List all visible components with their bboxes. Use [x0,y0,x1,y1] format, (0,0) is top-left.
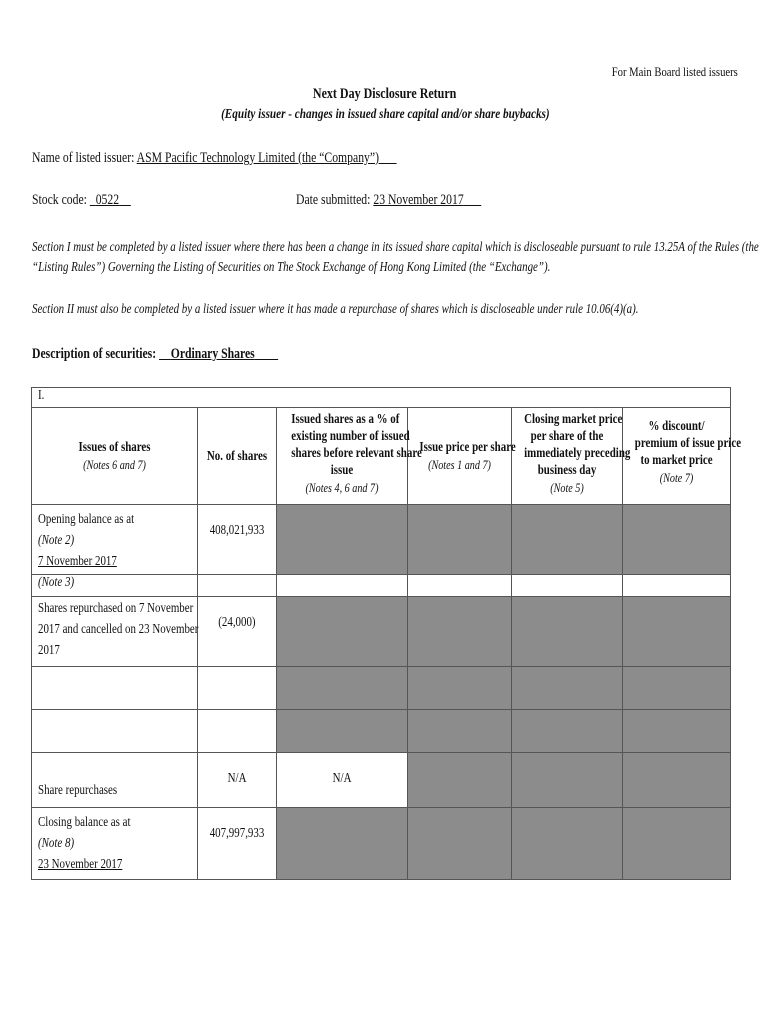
securities-description [32,346,348,363]
date-submitted-line [296,192,533,209]
empty-cell [198,710,277,753]
issuer-label: Name of listed issuer: [32,150,135,166]
shares-repurchased-count: (24,000) [198,597,277,667]
share-repurchases-label: Share repurchases [32,753,198,808]
date-value: 23 November 2017 [373,192,464,208]
document-title: Next Day Disclosure Return [313,86,457,102]
shaded-cell [512,667,623,710]
issuer-value: ASM Pacific Technology Limited (the “Company”) [136,150,379,166]
main-board-note: For Main Board listed issuers [611,64,738,79]
document-subtitle: (Equity issuer - changes in issued share capital and/or share buybacks) [220,107,550,122]
closing-balance-label: Closing balance as at (Note 8) 23 November 2017 [32,808,198,880]
shaded-cell [408,710,512,753]
header-issued-pct: Issued shares as a % of existing number of issued shares before relevant share issue (Notes 4, 6 and 7) [277,408,408,505]
header-no-of-shares: No. of shares [198,408,277,505]
blank-row [32,710,731,753]
empty-cell [32,710,198,753]
empty-cell [623,575,731,597]
share-repurchases-row [32,753,731,808]
date-label: Date submitted: [296,192,371,208]
share-repurchases-pct: N/A [277,753,408,808]
shares-repurchased-row [32,597,731,667]
issuer-name-line [32,150,499,167]
closing-balance-shares: 407,997,933 [198,808,277,880]
stock-code-line [32,192,159,209]
empty-cell [32,667,198,710]
section-one-instructions: Section I must be completed by a listed issuer where there has been a change in its issued share capital which is discloseable pursuant to rule 13.25A of the Rules (the “Listing Rules”) Governing the Listing of Securities on The Stock Exchange of Hong Kong Limited (the “Exchange”). [32,240,759,275]
note3-row [32,575,731,597]
opening-balance-shares: 408,021,933 [198,505,277,575]
shaded-cell [623,710,731,753]
shaded-cell [512,808,623,880]
table-header-row [32,408,731,505]
shaded-cell [623,808,731,880]
header-issue-price: Issue price per share (Notes 1 and 7) [408,408,512,505]
share-repurchases-shares: N/A [198,753,277,808]
shaded-cell [512,753,623,808]
shaded-cell [277,505,408,575]
shaded-cell [623,505,731,575]
section-label-cell: I. [32,388,731,408]
share-capital-table [31,387,742,880]
stock-code-label: Stock code: [32,192,87,208]
shaded-cell [277,808,408,880]
shaded-cell [408,597,512,667]
note3-label: (Note 3) [32,575,198,597]
closing-balance-row [32,808,731,880]
shaded-cell [408,505,512,575]
empty-cell [198,667,277,710]
empty-cell [198,575,277,597]
shaded-cell [408,808,512,880]
empty-cell [277,575,408,597]
section-two-instructions: Section II must also be completed by a listed issuer where it has made a repurchase of shares which is discloseable under rule 10.06(4)(a). [32,302,639,317]
header-closing-price: Closing market price per share of the immediately preceding business day (Note 5) [512,408,623,505]
header-issues-of-shares: Issues of shares (Notes 6 and 7) [32,408,198,505]
shaded-cell [623,667,731,710]
shaded-cell [512,710,623,753]
shaded-cell [623,753,731,808]
shaded-cell [512,505,623,575]
shaded-cell [623,597,731,667]
shares-repurchased-label: Shares repurchased on 7 November 2017 and cancelled on 23 November 2017 [32,597,198,667]
opening-balance-label: Opening balance as at (Note 2) 7 November 2017 [32,505,198,575]
shaded-cell [408,753,512,808]
empty-cell [512,575,623,597]
description-label: Description of securities: [32,346,157,362]
blank-row [32,667,731,710]
header-discount-premium: % discount/ premium of issue price to market price (Note 7) [623,408,731,505]
description-value: Ordinary Shares [170,346,255,362]
shaded-cell [408,667,512,710]
empty-cell [408,575,512,597]
table-section-row [32,388,731,408]
shaded-cell [277,597,408,667]
shaded-cell [277,710,408,753]
shaded-cell [277,667,408,710]
opening-balance-row [32,505,731,575]
stock-code-value: 0522 [95,192,120,208]
shaded-cell [512,597,623,667]
